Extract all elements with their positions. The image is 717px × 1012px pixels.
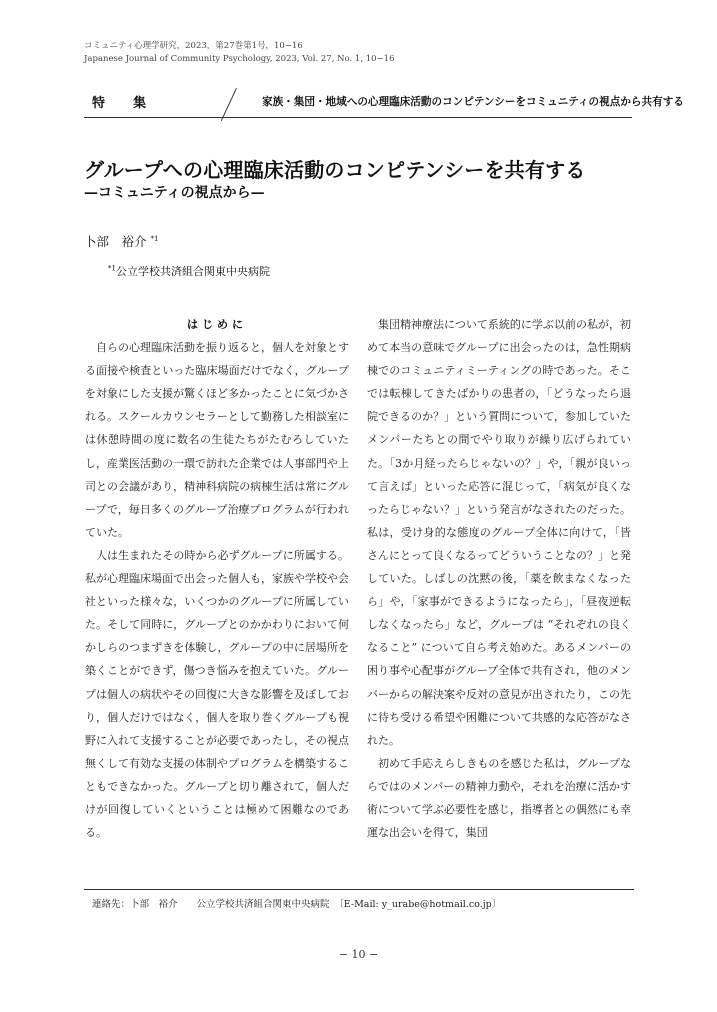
footnote-divider — [84, 889, 634, 890]
page-number: − 10 − — [338, 948, 379, 961]
author-name: 卜部 裕介 — [84, 234, 147, 249]
body-column-right — [367, 313, 631, 844]
special-issue-tag: 特集 — [92, 96, 175, 111]
body-paragraph: 初めて手応えらしきものを感じた私は，グループならではのメンバーの精神力動や，それを治療に活かす術について学ぶ必要性を感じ，指導者との偶然にも幸運な出会いを得て，集団 — [367, 756, 631, 840]
article-title: グループへの心理臨床活動のコンピテンシーを共有する — [84, 158, 586, 182]
body-paragraph: 自らの心理臨床活動を振り返ると，個人を対象とする面接や検査といった臨床場面だけでなく，グループを対象にした支援が驚くほど多かったことに気づかされる。スクールカウンセラーとして勤務した相談室には休憩時間の度に数名の生徒たちがたむろしていたし，産業医活動の一環で訪れた企業では人事部門や上司との会議があり，精神科病院の病棟生活は常にグループで，毎日多くのグループ治療プログラムが行われていた。 — [85, 341, 349, 539]
special-issue-topic: 家族・集団・地域への心理臨床活動のコンピテンシーをコミュニティの視点から共有する — [262, 96, 684, 108]
author-line — [84, 232, 158, 250]
article-subtitle: —コミュニティの視点から— — [84, 185, 265, 201]
body-column-left — [85, 313, 349, 844]
body-paragraph: 人は生まれたその時から必ずグループに所属する。私が心理臨床場面で出会った個人も，家族や学校や会社といった様々な，いくつかのグループに所属していた。そして同時に，グループとのかかわりにおいて何かしらのつまずきを体験し，グループの中に居場所を築くことができず，傷つき悩みを抱えていた。グループは個人の病状やその回復に大きな影響を及ぼしており，個人だけではなく，個人を取り巻くグループも視野に入れて支援することが必要であったし，その視点無くして有効な支援の体制やプログラムを構築することもできなかった。グループと切り離されて，個人だけが回復していくということは極めて困難なのである。 — [85, 548, 349, 840]
affiliation-name: 公立学校共済組合関東中央病院 — [115, 265, 270, 278]
affiliation-mark: *1 — [108, 264, 116, 273]
journal-citation-en: Japanese Journal of Community Psychology, 2023, Vol. 27, No. 1, 10−16 — [84, 54, 395, 64]
body-paragraph: 集団精神療法について系統的に学ぶ以前の私が，初めて本当の意味でグループに出会ったのは，急性期病棟でのコミュニティミーティングの時であった。そこでは転棟してきたばかりの患者の，「どうなったら退院できるのか？」という質問について，参加していたメンバーたちとの間でやり取りが繰り広げられていた。「3か月経ったらじゃないの？」や，「親が良いって言えば」といった応答に混じって，「病気が良くなったらじゃない？」という発言がなされたのだった。私は，受け身的な態度のグループ全体に向けて，「皆さんにとって良くなるってどういうことなの？」と発していた。しばしの沈黙の後，「薬を飲まなくなったら」や，「家事ができるようになったら」，「昼夜逆転しなくなったら」など，グループは “それぞれの良くなること” について自ら考え始めた。あるメンバーの困り事や心配事がグループ全体で共有され，他のメンバーからの解決案や反対の意見が出されたり，この先に待ち受ける希望や困難について共感的な応答がなされた。 — [367, 318, 631, 747]
banner-underline — [84, 117, 632, 118]
contact-footnote: 連絡先：卜部 裕介 公立学校共済組合関東中央病院 〔E-Mail: y_urabe@hotmail.co.jp〕 — [92, 899, 502, 910]
affiliation-line — [108, 263, 270, 279]
section-heading: はじめに — [187, 318, 247, 331]
author-affiliation-mark: *1 — [150, 234, 159, 243]
special-issue-banner — [84, 88, 684, 118]
journal-citation-ja: コミュニティ心理学研究，2023，第27巻第1号，10−16 — [84, 41, 303, 51]
